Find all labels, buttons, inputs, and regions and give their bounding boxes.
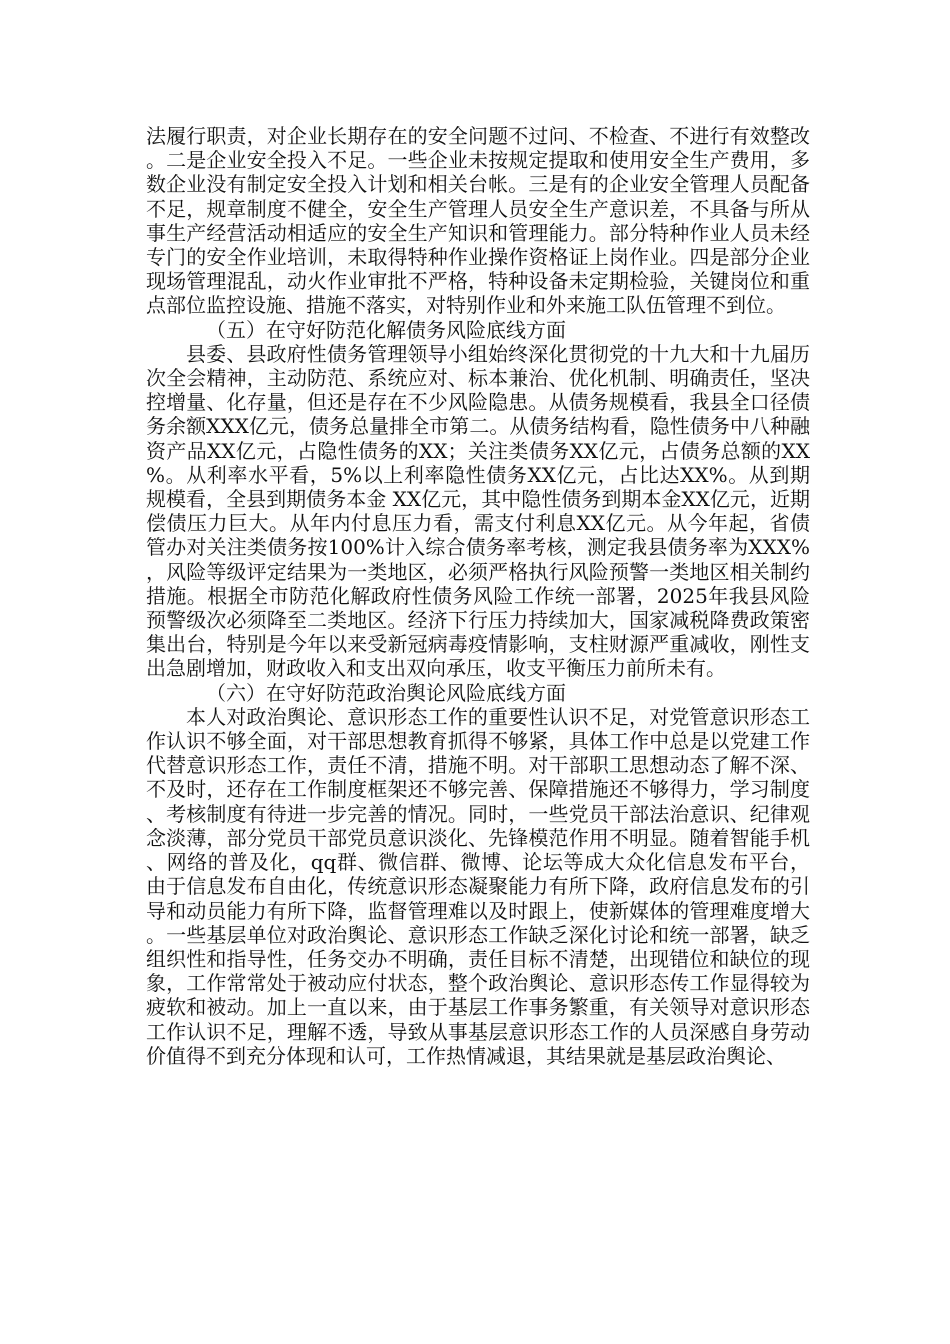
paragraph-debt-risk: 县委、县政府性债务管理领导小组始终深化贯彻党的十九大和十九届历次全会精神，主动防范、系统应对、标本兼治、优化机制、明确责任，坚决控增量、化存量，但还是存在不少风险隐患。从债务规模看，我县全口径债务余额XXX亿元，债务总量排全市第二。从债务结构看，隐性债务中八种融资产品XX亿元，占隐性债务的XX；关注类债务XX亿元，占债务总额的XX%。从利率水平看，5%以上利率隐性债务XX亿元，占比达XX%。从到期规模看，全县到期债务本金 XX亿元，其中隐性债务到期本金XX亿元，近期偿债压力巨大。从年内付息压力看，需支付利息XX亿元。从今年起，省债管办对关注类债务按100%计入综合债务率考核，测定我县债务率为XXX%，风险等级评定结果为一类地区，必须严格执行风险预警一类地区相关制约措施。根据全市防范化解政府性债务风险工作统一部署，2025年我县风险预警级次必须降至二类地区。经济下行压力持续加大，国家减税降费政策密集出台，特别是今年以来受新冠病毒疫情影响，支柱财源严重减收，刚性支出急剧增加，财政收入和支出双向承压，收支平衡压力前所未有。 — [146, 341, 810, 681]
section-heading-political-opinion-risk: （六）在守好防范政治舆论风险底线方面 — [206, 680, 566, 705]
document-page — [146, 124, 810, 1068]
section-heading-debt-risk: （五）在守好防范化解债务风险底线方面 — [206, 317, 566, 342]
paragraph-political-opinion-risk: 本人对政治舆论、意识形态工作的重要性认识不足，对党管意识形态工作认识不够全面，对干部思想教育抓得不够紧，具体工作中总是以党建工作代替意识形态工作，责任不清，措施不明。对干部职工思想动态了解不深、不及时，还存在工作制度框架还不够完善、保障措施还不够得力，学习制度、考核制度有待进一步完善的情况。同时，一些党员干部法治意识、纪律观念淡薄，部分党员干部党员意识淡化、先锋模范作用不明显。随着智能手机、网络的普及化，qq群、微信群、微博、论坛等成大众化信息发布平台，由于信息发布自由化，传统意识形态凝聚能力有所下降，政府信息发布的引导和动员能力有所下降，监督管理难以及时跟上，使新媒体的管理难度增大。一些基层单位对政治舆论、意识形态工作缺乏深化讨论和统一部署，缺乏组织性和指导性，任务交办不明确，责任目标不清楚，出现错位和缺位的现象，工作常常处于被动应付状态，整个政治舆论、意识形态传工作显得较为疲软和被动。加上一直以来，由于基层工作事务繁重，有关领导对意识形态工作认识不足，理解不透，导致从事基层意识形态工作的人员深感自身劳动价值得不到充分体现和认可，工作热情减退，其结果就是基层政治舆论、 — [146, 704, 810, 1068]
paragraph-continuation: 法履行职责，对企业长期存在的安全问题不过问、不检查、不进行有效整改。二是企业安全投入不足。一些企业未按规定提取和使用安全生产费用，多数企业没有制定安全投入计划和相关台帐。三是有的企业安全管理人员配备不足，规章制度不健全，安全生产管理人员安全生产意识差，不具备与所从事生产经营活动相适应的安全生产知识和管理能力。部分特种作业人员未经专门的安全作业培训，未取得特种作业操作资格证上岗作业。四是部分企业现场管理混乱，动火作业审批不严格，特种设备未定期检验，关键岗位和重点部位监控设施、措施不落实，对特别作业和外来施工队伍管理不到位。 — [146, 124, 810, 318]
